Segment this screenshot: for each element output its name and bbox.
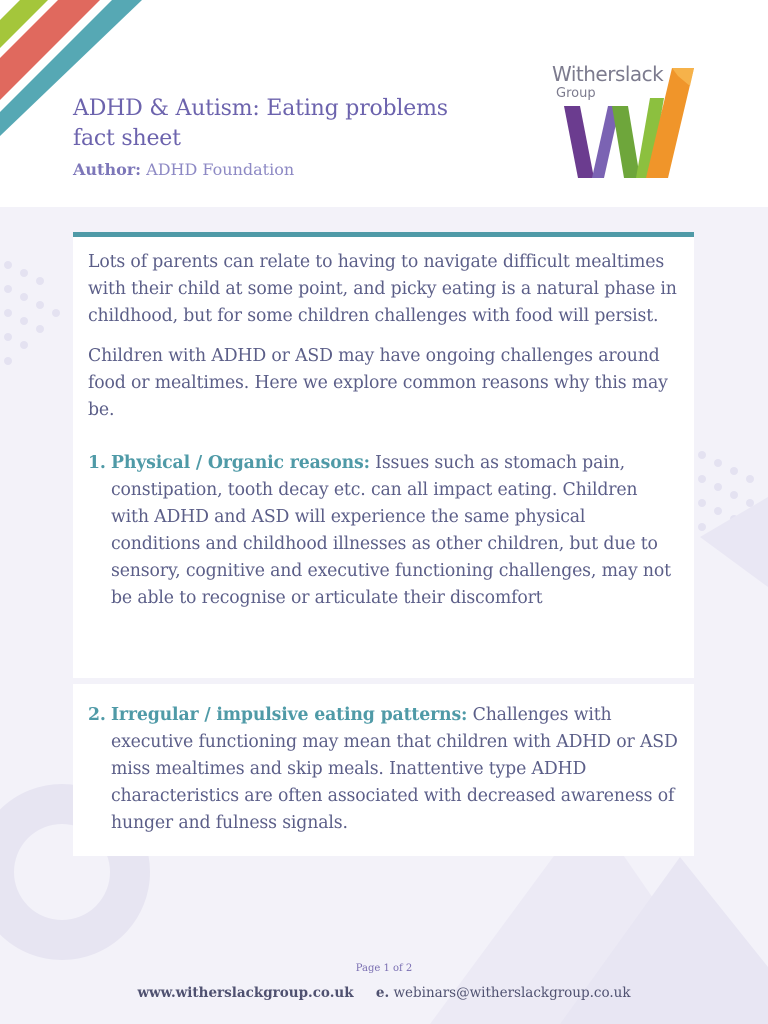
author-name: ADHD Foundation xyxy=(146,160,295,179)
list-item-number: 1. xyxy=(88,453,106,473)
list-item-heading: Irregular / impulsive eating patterns: xyxy=(111,705,468,725)
list-item-heading: Physical / Organic reasons: xyxy=(111,453,370,473)
email-label: e. xyxy=(375,985,390,1001)
author-line xyxy=(73,160,294,179)
logo-group-text: Group xyxy=(556,86,596,101)
footer-contact xyxy=(0,985,768,1001)
list-item-text: Challenges with executive functioning may mean that children with ADHD or ASD miss mealtimes and skip meals. Inattentive type ADHD characteristics are often associated with decreased awareness of hunger and fulness signals. xyxy=(111,705,678,833)
website-link[interactable]: www.witherslackgroup.co.uk xyxy=(137,985,354,1001)
witherslack-logo xyxy=(552,62,698,182)
page-number: Page 1 of 2 xyxy=(355,963,413,974)
list-item-number: 2. xyxy=(88,705,106,725)
page-header xyxy=(0,0,768,207)
author-label: Author: xyxy=(73,160,142,179)
list-item-text: Issues such as stomach pain, constipation, tooth decay etc. can all impact eating. Children with ADHD and ASD will experience the same physical conditions and childhood illnesses as other children, but due to sensory, cognitive and executive functioning challenges, may not be able to recognise or articulate their discomfort xyxy=(111,453,671,608)
list-item-eating-patterns xyxy=(88,702,678,837)
list-item-physical-reasons xyxy=(88,450,678,612)
intro-paragraph: Lots of parents can relate to having to navigate difficult mealtimes with their child at some point, and picky eating is a natural phase in childhood, but for some children challenges with food will persist. xyxy=(88,252,677,326)
intro-paragraph: Children with ADHD or ASD may have ongoing challenges around food or mealtimes. Here we explore common reasons why this may be. xyxy=(88,346,668,420)
logo-wordmark: Witherslack xyxy=(552,62,664,86)
content-card-eating-patterns xyxy=(73,684,694,856)
email-link[interactable]: webinars@witherslackgroup.co.uk xyxy=(393,985,631,1001)
document-title: ADHD & Autism: Eating problems fact sheet xyxy=(73,96,448,151)
content-card-intro xyxy=(73,232,694,678)
